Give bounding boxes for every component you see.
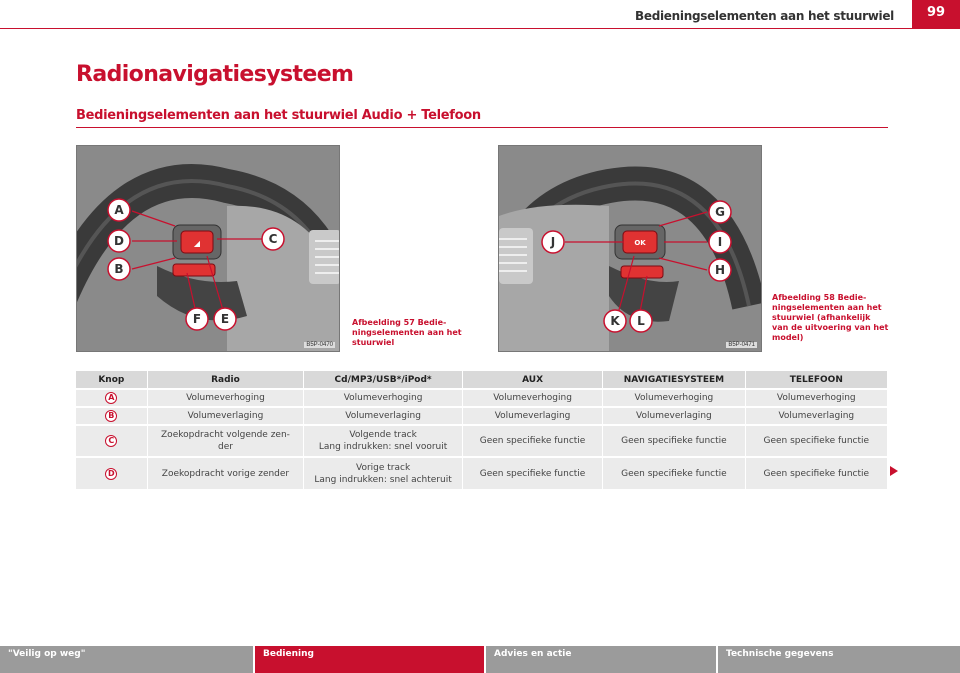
page-number: 99: [912, 0, 960, 28]
figure-steering-wheel-audio: [76, 145, 340, 352]
table-cell: [304, 457, 463, 489]
table-cell: [304, 425, 463, 457]
table-header-row: [76, 371, 888, 389]
steering-wheel-right-illustration: [499, 146, 762, 352]
figure-caption-right: [772, 293, 890, 343]
label-L: L: [637, 314, 645, 328]
key-badge: A: [105, 392, 117, 404]
label-H: H: [714, 263, 726, 277]
caption-line: Afbeelding 57 Bedie-: [352, 318, 447, 327]
subsection-rule: [76, 127, 888, 128]
label-B: B: [114, 262, 124, 276]
label-A: A: [114, 203, 124, 217]
header-navigatie: NAVIGATIESYSTEEM: [603, 371, 745, 389]
caption-line: van de uitvoering van het: [772, 323, 889, 332]
header-rule: [0, 28, 960, 29]
table-cell: [147, 425, 304, 457]
table-cell: Volumeverhoging: [603, 389, 745, 407]
table-cell: Volumeverlaging: [147, 407, 304, 425]
footer-tab-advies-en-actie[interactable]: Advies en actie: [486, 646, 716, 673]
cell-line: Lang indrukken: snel achteruit: [314, 474, 452, 485]
table-cell: Volumeverlaging: [462, 407, 602, 425]
table-cell: Geen specifieke functie: [603, 425, 745, 457]
table-row: [76, 457, 888, 489]
key-badge: D: [105, 468, 117, 480]
table-cell: Volumeverhoging: [147, 389, 304, 407]
label-K: K: [610, 314, 620, 328]
header-telefoon: TELEFOON: [745, 371, 887, 389]
table-cell: Volumeverlaging: [603, 407, 745, 425]
label-G: G: [715, 205, 725, 219]
footer-nav: [0, 646, 960, 673]
caption-line: ningselementen aan het: [772, 303, 882, 312]
label-E: E: [220, 312, 230, 326]
table-cell: Geen specifieke functie: [745, 457, 887, 489]
label-I: I: [717, 235, 723, 249]
steering-wheel-left-illustration: [77, 146, 340, 352]
cell-line: der: [217, 442, 233, 452]
svg-text:OK: OK: [634, 239, 646, 247]
cell-line: Vorige track: [355, 462, 411, 473]
footer-tab-bediening[interactable]: Bediening: [255, 646, 484, 673]
header-knop: Knop: [76, 371, 147, 389]
section-title: Radionavigatiesysteem: [76, 62, 354, 87]
header-cd: Cd/MP3/USB*/iPod*: [304, 371, 463, 389]
caption-line: stuurwiel: [352, 338, 395, 347]
caption-line: model): [772, 333, 804, 342]
key-cell: [76, 389, 147, 407]
key-cell: [76, 425, 147, 457]
subsection-title: Bedieningselementen aan het stuurwiel Audio + Telefoon: [76, 108, 481, 123]
figure-caption-left: [352, 318, 470, 348]
caption-line: Afbeelding 58 Bedie-: [772, 293, 867, 302]
key-badge: C: [105, 435, 117, 447]
cell-line: Volgende track: [349, 430, 417, 440]
continue-arrow-icon: [890, 466, 898, 476]
table-cell: Volumeverhoging: [745, 389, 887, 407]
cell-line: Lang indrukken: snel vooruit: [318, 442, 448, 452]
footer-tab-technische-gegevens[interactable]: Technische gegevens: [718, 646, 960, 673]
table-row: [76, 389, 888, 407]
table-cell: Zoekopdracht vorige zender: [147, 457, 304, 489]
figure-code-right: B5P-0471: [728, 342, 755, 348]
table-cell: Geen specifieke functie: [462, 457, 602, 489]
running-title: Bedieningselementen aan het stuurwiel: [635, 9, 894, 23]
key-cell: [76, 407, 147, 425]
table-cell: Geen specifieke functie: [745, 425, 887, 457]
header-aux: AUX: [462, 371, 602, 389]
figure-code-left: B5P-0470: [306, 342, 333, 348]
footer-tab-veilig-op-weg[interactable]: "Veilig op weg": [0, 646, 253, 673]
label-D: D: [114, 234, 124, 248]
label-F: F: [192, 312, 202, 326]
key-badge: B: [105, 410, 117, 422]
header-radio: Radio: [147, 371, 304, 389]
table-row: [76, 425, 888, 457]
table-cell: Geen specifieke functie: [603, 457, 745, 489]
caption-line: stuurwiel (afhankelijk: [772, 313, 871, 322]
label-J: J: [550, 235, 556, 249]
table-row: [76, 407, 888, 425]
table-cell: Volumeverlaging: [745, 407, 887, 425]
table-cell: Volumeverlaging: [304, 407, 463, 425]
table-cell: Geen specifieke functie: [462, 425, 602, 457]
figure-steering-wheel-telephone: [498, 145, 762, 352]
caption-line: ningselementen aan het: [352, 328, 462, 337]
svg-text:◢: ◢: [193, 239, 201, 248]
table-cell: Volumeverhoging: [462, 389, 602, 407]
label-C: C: [268, 232, 278, 246]
table-cell: Volumeverhoging: [304, 389, 463, 407]
cell-line: Zoekopdracht volgende zen-: [161, 430, 290, 440]
key-cell: [76, 457, 147, 489]
button-function-table: [76, 371, 888, 489]
